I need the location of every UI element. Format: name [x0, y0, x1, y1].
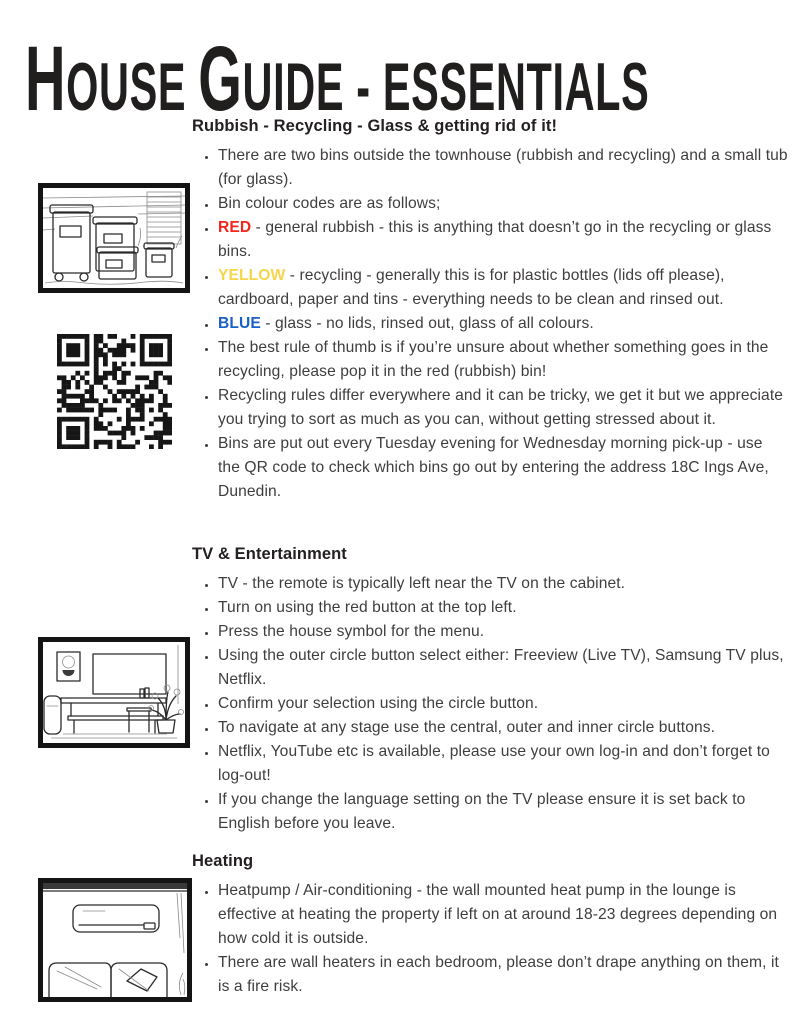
title-letter: U	[99, 49, 130, 126]
section-tv-entertainment	[192, 542, 788, 836]
title-letter: E	[157, 49, 187, 126]
title-letter: H	[25, 28, 67, 131]
bullet-list-heating	[192, 879, 788, 999]
title-letter: O	[66, 49, 100, 126]
list-item: • BLUE - glass - no lids, rinsed out, glass of all colours.	[218, 312, 788, 336]
title-letter: -	[356, 49, 371, 126]
list-item: • There are wall heaters in each bedroom, please don’t drape anything on them, it is a fire risk.	[218, 951, 788, 999]
title-letter: S	[621, 49, 650, 126]
title-letter: E	[382, 49, 412, 126]
list-item: • There are two bins outside the townhouse (rubbish and recycling) and a small tub (for glass).	[218, 144, 788, 192]
section-rubbish-recycling	[192, 114, 788, 504]
title-letter: G	[198, 28, 243, 131]
bin-colour-code: BLUE	[218, 315, 261, 332]
heatpump-sketch	[43, 883, 187, 997]
lounge-sketch	[43, 642, 185, 743]
list-item: • To navigate at any stage use the central, outer and inner circle buttons.	[218, 716, 788, 740]
bin-colour-code: YELLOW	[218, 267, 286, 284]
title-letter: I	[273, 49, 286, 126]
list-item: • Netflix, YouTube etc is available, please use your own log-in and don’t forget to log-out!	[218, 740, 788, 788]
lounge-illustration	[38, 637, 190, 748]
title-letter: E	[467, 49, 496, 126]
bin-colour-code: RED	[218, 219, 252, 236]
qr-code-pattern	[57, 334, 172, 449]
list-item: • YELLOW - recycling - generally this is for plastic bottles (lids off please), cardboard, paper and tins - everything needs to be clean and rinsed out.	[218, 264, 788, 312]
list-item: • RED - general rubbish - this is anything that doesn’t go in the recycling or glass bins.	[218, 216, 788, 264]
section-heading-rubbish: Rubbish - Recycling - Glass & getting rid of it!	[192, 117, 558, 135]
list-item: • Bins are put out every Tuesday evening for Wednesday morning pick-up - use the QR code to check which bins go out by entering the address 18C Ings Ave, Dunedin.	[218, 432, 788, 504]
title-letter: U	[242, 49, 274, 126]
list-item: • Bin colour codes are as follows;	[218, 192, 788, 216]
title-letter: N	[495, 49, 527, 126]
title-letter: S	[129, 49, 158, 126]
heatpump-illustration	[38, 878, 192, 1002]
list-item: • Heatpump / Air-conditioning - the wall mounted heat pump in the lounge is effective at heating the property if left on at around 18-23 degrees depending on how cold it is outside.	[218, 879, 788, 951]
title-letter: S	[411, 49, 440, 126]
title-letter: E	[315, 49, 345, 126]
list-item: • Turn on using the red button at the top left.	[218, 596, 788, 620]
title-letter: I	[552, 49, 565, 126]
bins-sketch	[43, 188, 185, 288]
list-item: • TV - the remote is typically left near the TV on the cabinet.	[218, 572, 788, 596]
list-item: • The best rule of thumb is if you’re unsure about whether something goes in the recycling, please pop it in the red (rubbish) bin!	[218, 336, 788, 384]
bullet-list-tv	[192, 572, 788, 836]
bullet-list-rubbish	[192, 144, 788, 504]
section-heating	[192, 849, 788, 999]
list-item: • Press the house symbol for the menu.	[218, 620, 788, 644]
section-heading-heating: Heating	[192, 852, 254, 870]
title-letter: T	[526, 49, 553, 126]
title-letter: D	[285, 49, 316, 126]
qr-code	[57, 334, 172, 449]
bins-illustration	[38, 183, 190, 293]
list-item: • Confirm your selection using the circle button.	[218, 692, 788, 716]
title-letter: L	[595, 49, 622, 126]
list-item: • If you change the language setting on the TV please ensure it is set back to English before you leave.	[218, 788, 788, 836]
section-heading-tv: TV & Entertainment	[192, 545, 347, 563]
list-item: • Recycling rules differ everywhere and it can be tricky, we get it but we appreciate you trying to sort as much as you can, without getting stressed about it.	[218, 384, 788, 432]
title-letter: S	[439, 49, 468, 126]
list-item: • Using the outer circle button select either: Freeview (Live TV), Samsung TV plus, Netflix.	[218, 644, 788, 692]
title-letter: A	[564, 49, 596, 126]
